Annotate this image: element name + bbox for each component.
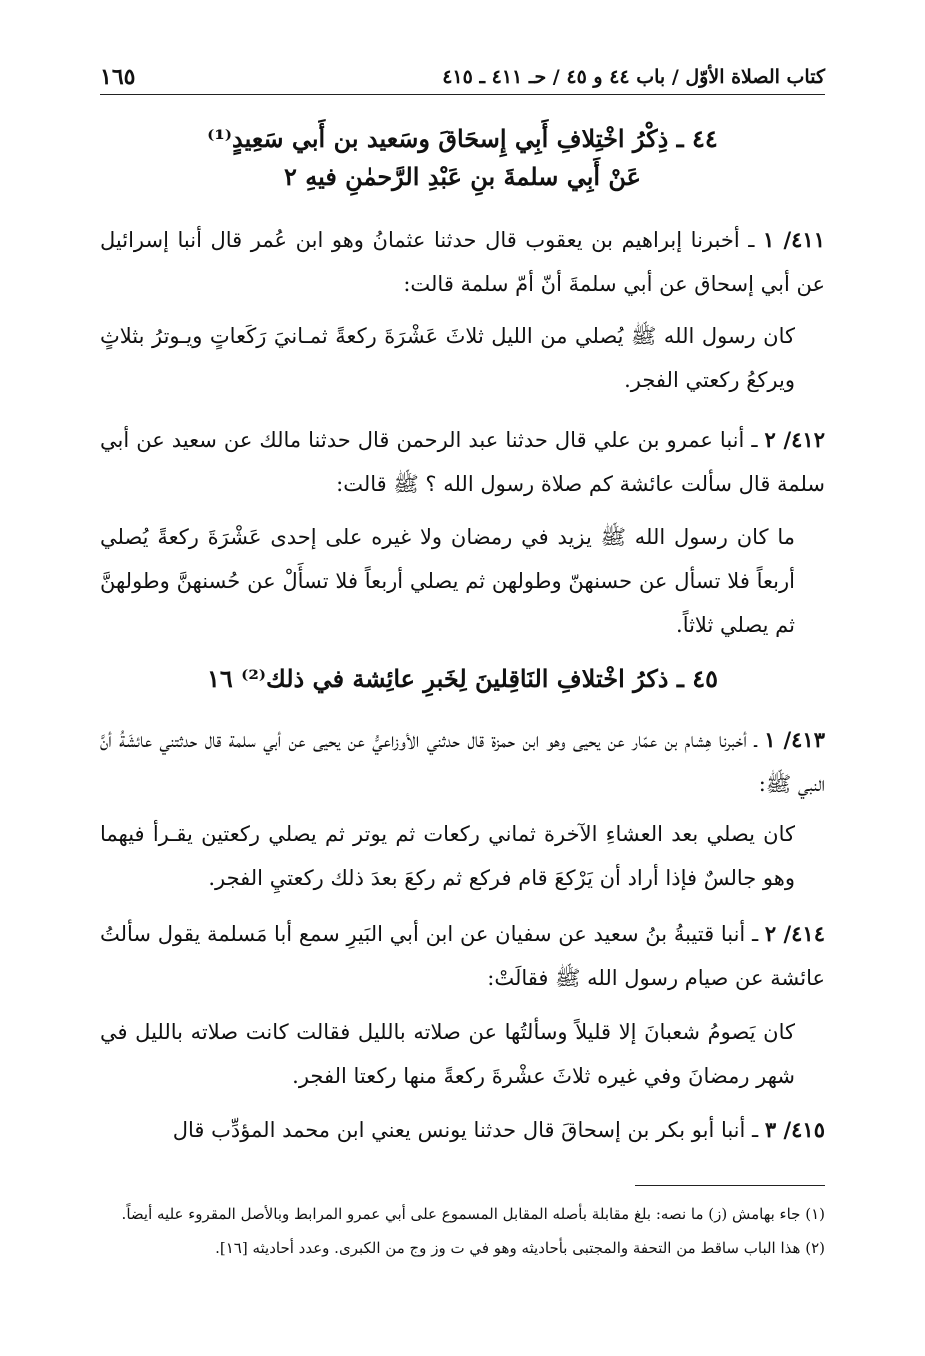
running-header: [100, 60, 825, 95]
hadith-411-isnad: [100, 218, 825, 306]
hadith-413-isnad: [100, 718, 825, 806]
hadith-412-matn: ما كان رسول الله ﷺ يزيد في رمضان ولا غيره على إحدى عَشْرَةَ ركعةً يُصلي أربعاً فلا تسأل عن حسنهنّ وطولهن ثم يصلي أربعاً فلا تسأَلْ عن حُسنهنَّ وطولهنَّ ثم يصلي ثلاثاً.: [100, 525, 795, 637]
hadith-412-isnad-text: ـ أنبا عمرو بن علي قال حدثنا عبد الرحمن قال حدثنا مالك عن سعيد عن أبي سلمة قال سألت عائشة كم صلاة رسول الله ؟ ﷺ قالت:: [100, 428, 825, 496]
footnote-2: (٢) هذا الباب ساقط من التحفة والمجتبى بأحاديثه وهو في ت وز وج من الكبرى. وعدد أحاديثه [١٦].: [215, 1239, 825, 1257]
hadith-415-isnad: [100, 1108, 825, 1152]
footnote-1: (١) جاء بهامش (ز) ما نصه: بلغ مقابلة بأصله المقابل المسموع على أبي عمرو المرابط وبالأصل المقروء عليه أيضاً.: [121, 1205, 825, 1223]
section-45-line1: ٤٥ ـ ذكرُ اخْتلافِ النَاقِلينَ لِخَبرِ عائِشة في ذلك⁽²⁾ ١٦: [207, 664, 718, 693]
hadith-415-number: ٤١٥/ ٣: [764, 1117, 825, 1142]
section-44-heading: [100, 120, 825, 196]
hadith-413-matn: كان يصلي بعد العشاءِ الآخرة ثماني ركعات ثم يوتر ثم يصلي ركعتين يقـرأ فيهما وهو جالسٌ فإذا أراد أن يَرْكعَ قام فركع ثم ركعَ بعدَ ذلك ركعتيِ الفجر.: [100, 822, 795, 890]
hadith-412-number: ٤١٢/ ٢: [764, 427, 825, 452]
footnote-divider: [635, 1185, 825, 1186]
hadith-411-isnad-text: ـ أخبرنا إبراهيم بن يعقوب قال حدثنا عثمانُ وهو ابن عُمر قال أنبا إسرائيل عن أبي إسحاق عن أبي سلمةَ أنّ أمّ سلمة قالت:: [100, 228, 825, 296]
section-44-line1: ٤٤ ـ ذِكْرُ اخْتِلافِ أَبِي إِسحَاقَ وسَعيد بن أَبي سَعِيدٍ⁽¹⁾: [207, 124, 718, 153]
hadith-411-matn: كان رسول الله ﷺ يُصلي من الليل ثلاثَ عَشْرَةَ ركعةً ثمـانيَ رَكَعاتٍ ويـوترُ بثلاثٍ ويركعُ ركعتي الفجر.: [100, 324, 795, 392]
hadith-413-number: ٤١٣/ ١: [764, 727, 825, 752]
header-title: كتاب الصلاة الأوّل / باب ٤٤ و ٤٥ / حـ ٤١١ ـ ٤١٥: [442, 66, 825, 88]
hadith-412-isnad: [100, 418, 825, 506]
hadith-411-number: ٤١١/ ١: [762, 227, 825, 252]
hadith-414-number: ٤١٤/ ٢: [764, 921, 825, 946]
hadith-414-matn: كان يَصومُ شعبانَ إلا قليلاً وسألتُها عن صلاته بالليل فقالت كانت صلاته بالليل في شهر رمضانَ وفي غيره ثلاثَ عشْرةَ ركعةً منها ركعتا الفجر.: [100, 1020, 795, 1088]
footnotes: [100, 1200, 825, 1268]
section-44-line2: عَنْ أَبِي سلمةَ بنِ عَبْدِ الرَّحمٰنِ فيهِ ٢: [283, 162, 641, 191]
hadith-413-isnad-text: ـ أخبرنا هِشام بن عمّار عن يحيى وهو ابن حمزة قال حدثني الأوزاعيُّ عن يحيى عن أبي سلمة قال حدثتني عائشَةُ أنَّ النبي ﷺ:: [100, 728, 825, 796]
hadith-414-isnad: [100, 912, 825, 1000]
section-45-heading: [100, 660, 825, 698]
hadith-415-isnad-text: ـ أنبا أبو بكر بن إسحاقَ قال حدثنا يونس يعني ابن محمد المؤدِّب قال: [172, 1118, 759, 1142]
page-number: ١٦٥: [100, 64, 136, 90]
hadith-414-isnad-text: ـ أنبا قتيبةُ بنُ سعيد عن سفيان عن ابن أبي البَيرِ سمع أبا مَسلمة يقول سألتُ عائشة عن صيام رسول الله ﷺ فقالَتْ:: [100, 922, 825, 990]
